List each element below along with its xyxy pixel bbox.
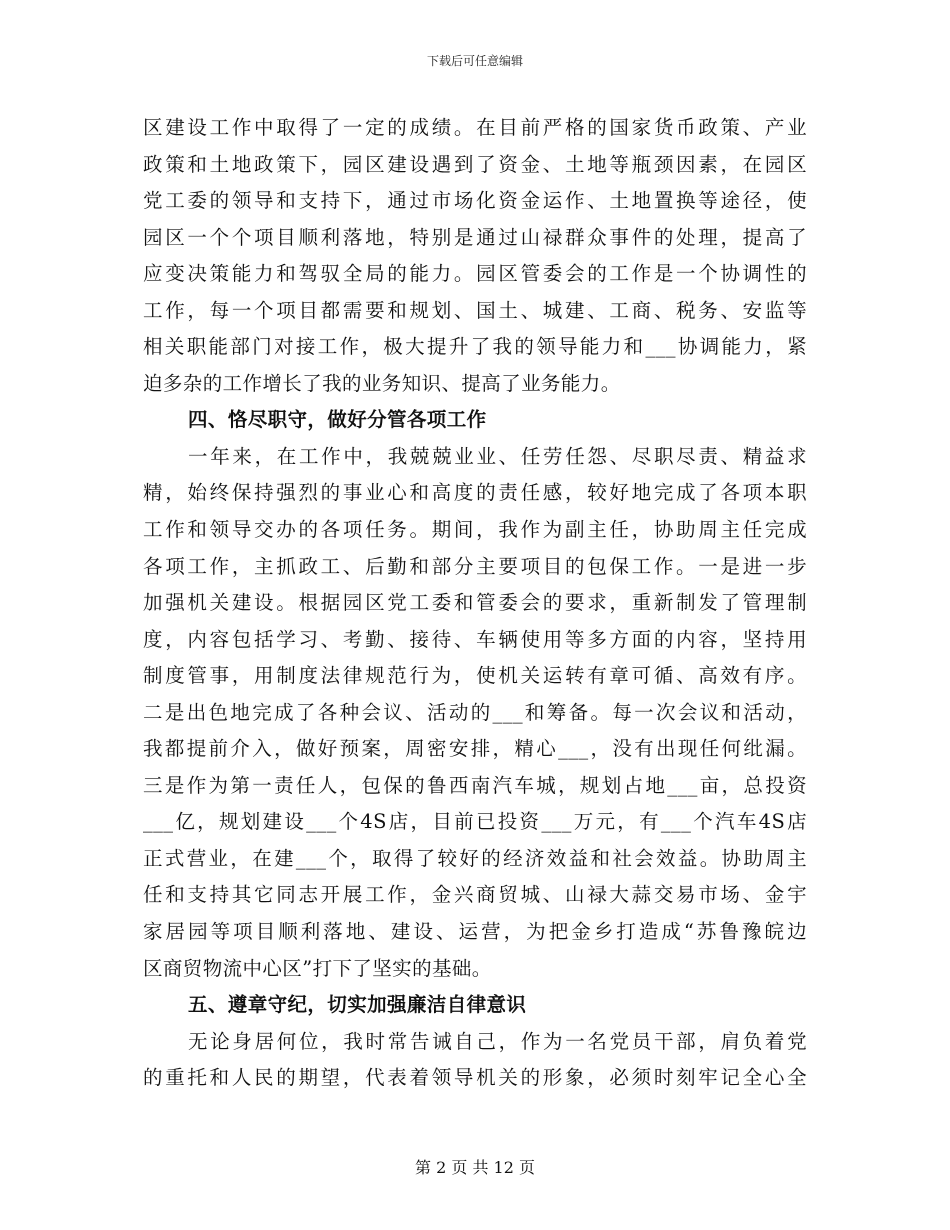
- text-line: 工作，每一个项目都需要和规划、国土、城建、工商、税务、安监等: [143, 298, 807, 322]
- text-line: 园区一个个项目顺利落地，特别是通过山禄群众事件的处理，提高了: [143, 225, 807, 249]
- section-heading: 四、恪尽职守，做好分管各项工作: [188, 408, 487, 432]
- text-line: 任和支持其它同志开展工作，金兴商贸城、山禄大蒜交易市场、金宇: [143, 883, 807, 907]
- text-line: 区建设工作中取得了一定的成绩。在目前严格的国家货币政策、产业: [143, 116, 807, 139]
- text-line: 度，内容包括学习、考勤、接待、车辆使用等多方面的内容，坚持用: [143, 627, 807, 651]
- text-line: ___亿，规划建设___个4S店，目前已投资___万元，有___个汽车4S店: [143, 810, 807, 834]
- text-line: 加强机关建设。根据园区党工委和管委会的要求，重新制发了管理制: [143, 591, 807, 615]
- page-number: 第 2 页 共 12 页: [415, 1158, 535, 1177]
- text-line: 的重托和人民的期望，代表着领导机关的形象，必须时刻牢记全心全: [143, 1066, 807, 1090]
- text-line: 正式营业，在建___个，取得了较好的经济效益和社会效益。协助周主: [143, 846, 807, 870]
- text-line: 政策和土地政策下，园区建设遇到了资金、土地等瓶颈因素，在园区: [143, 152, 807, 176]
- text-line: 区商贸物流中心区”打下了坚实的基础。: [143, 956, 492, 980]
- text-line: 党工委的领导和支持下，通过市场化资金运作、土地置换等途径，使: [143, 189, 807, 213]
- text-line: 一年来，在工作中，我兢兢业业、任劳任怨、尽职尽责、精益求: [188, 444, 807, 468]
- text-line: 三是作为第一责任人，包保的鲁西南汽车城，规划占地___亩，总投资: [143, 773, 807, 797]
- text-line: 迫多杂的工作增长了我的业务知识、提高了业务能力。: [143, 371, 621, 395]
- text-line: 相关职能部门对接工作，极大提升了我的领导能力和___协调能力，紧: [143, 335, 807, 359]
- document-body: [143, 110, 807, 1097]
- text-line: 我都提前介入，做好预案，周密安排，精心___，没有出现任何纰漏。: [143, 737, 807, 761]
- text-line: 二是出色地完成了各种会议、活动的___和筹备。每一次会议和活动，: [143, 700, 807, 724]
- header-note: 下载后可任意编辑: [426, 54, 523, 68]
- section-heading: 五、遵章守纪，切实加强廉洁自律意识: [188, 993, 527, 1017]
- text-line: 无论身居何位，我时常告诫自己，作为一名党员干部，肩负着党: [188, 1029, 807, 1053]
- text-line: 各项工作，主抓政工、后勤和部分主要项目的包保工作。一是进一步: [143, 554, 807, 578]
- text-line: 家居园等项目顺利落地、建设、运营，为把金乡打造成“苏鲁豫皖边: [143, 920, 807, 944]
- text-line: 工作和领导交办的各项任务。期间，我作为副主任，协助周主任完成: [143, 518, 807, 542]
- text-line: 精，始终保持强烈的事业心和高度的责任感，较好地完成了各项本职: [143, 481, 807, 505]
- text-line: 应变决策能力和驾驭全局的能力。园区管委会的工作是一个协调性的: [143, 262, 807, 286]
- text-line: 制度管事，用制度法律规范行为，使机关运转有章可循、高效有序。: [143, 664, 807, 688]
